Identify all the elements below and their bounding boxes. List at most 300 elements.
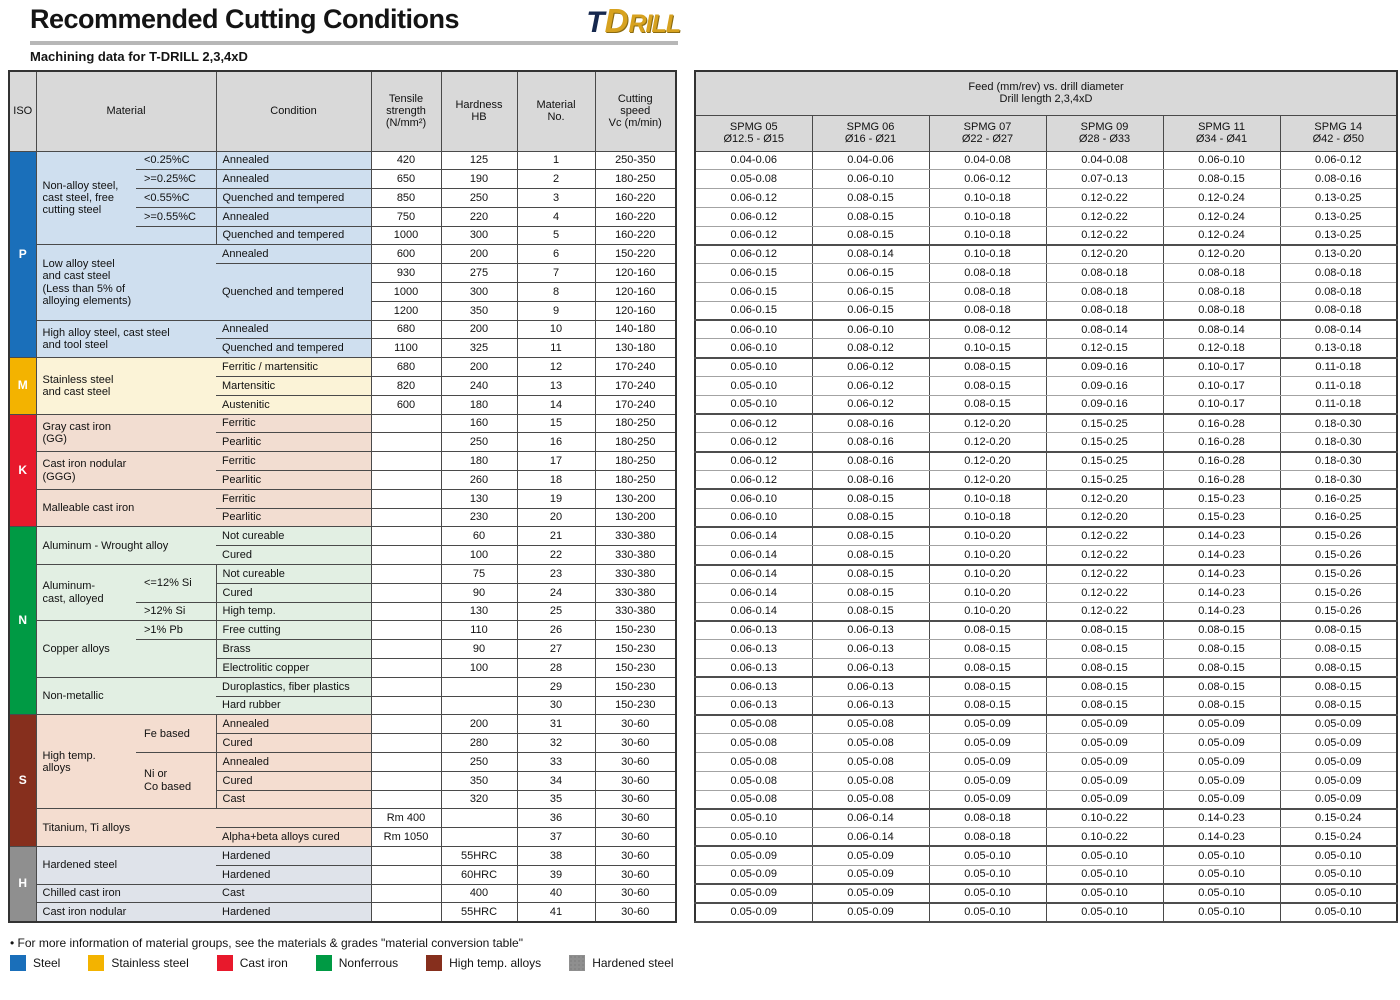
material-name-cell: Titanium, Ti alloys bbox=[36, 809, 216, 847]
feed-value-cell: 0.08-0.14 bbox=[1280, 320, 1397, 339]
feed-value-cell: 0.06-0.15 bbox=[695, 283, 812, 302]
material-no-cell: 6 bbox=[517, 245, 595, 264]
material-no-cell: 30 bbox=[517, 696, 595, 715]
title-divider bbox=[30, 41, 678, 45]
feed-value-cell: 0.06-0.13 bbox=[695, 659, 812, 678]
tensile-strength-cell bbox=[371, 527, 441, 546]
feed-value-cell: 0.15-0.26 bbox=[1280, 583, 1397, 602]
cutting-speed-cell: 30-60 bbox=[595, 753, 676, 772]
feed-value-cell: 0.04-0.06 bbox=[695, 151, 812, 170]
condition-cell: Annealed bbox=[216, 715, 371, 734]
feed-table bbox=[694, 70, 1398, 923]
feed-value-cell: 0.06-0.12 bbox=[695, 226, 812, 245]
cutting-speed-cell: 130-200 bbox=[595, 508, 676, 527]
cutting-speed-cell: 180-250 bbox=[595, 433, 676, 452]
feed-value-cell: 0.06-0.13 bbox=[812, 677, 929, 696]
condition-cell: Quenched and tempered bbox=[216, 264, 371, 320]
feed-value-cell: 0.14-0.23 bbox=[1163, 527, 1280, 546]
page-title: Recommended Cutting Conditions bbox=[30, 4, 459, 34]
feed-value-cell: 0.18-0.30 bbox=[1280, 414, 1397, 433]
feed-value-cell: 0.12-0.22 bbox=[1046, 207, 1163, 226]
feed-value-cell: 0.08-0.18 bbox=[929, 828, 1046, 847]
legend-item bbox=[10, 955, 60, 971]
feed-value-cell: 0.05-0.09 bbox=[929, 771, 1046, 790]
condition-cell: Alpha+beta alloys cured bbox=[216, 828, 371, 847]
feed-value-cell: 0.08-0.15 bbox=[929, 621, 1046, 640]
feed-value-cell: 0.08-0.18 bbox=[1163, 283, 1280, 302]
iso-section-label: S bbox=[9, 715, 36, 847]
condition-cell: Hardened bbox=[216, 865, 371, 884]
cutting-speed-cell: 160-220 bbox=[595, 189, 676, 208]
feed-value-cell: 0.08-0.15 bbox=[1046, 621, 1163, 640]
feed-value-cell: 0.08-0.15 bbox=[1280, 677, 1397, 696]
hardness-cell: 350 bbox=[441, 771, 517, 790]
feed-value-cell: 0.05-0.09 bbox=[1046, 734, 1163, 753]
feed-value-cell: 0.05-0.10 bbox=[695, 377, 812, 396]
hardness-cell: 400 bbox=[441, 884, 517, 903]
feed-row bbox=[695, 715, 1397, 734]
feed-value-cell: 0.08-0.15 bbox=[812, 583, 929, 602]
material-row bbox=[9, 846, 676, 865]
footnote: • For more information of material groups, see the materials & grades "material conversion table" bbox=[10, 936, 523, 950]
feed-row bbox=[695, 583, 1397, 602]
hardness-cell: 200 bbox=[441, 320, 517, 339]
cutting-speed-cell: 150-230 bbox=[595, 659, 676, 678]
machining-data-table-wrap bbox=[8, 70, 677, 923]
feed-value-cell: 0.06-0.13 bbox=[812, 659, 929, 678]
material-name-cell: Gray cast iron (GG) bbox=[36, 414, 216, 452]
feed-row bbox=[695, 395, 1397, 414]
legend-item bbox=[88, 955, 188, 971]
condition-cell: High temp. bbox=[216, 602, 371, 621]
left-col-header: Condition bbox=[216, 71, 371, 151]
cutting-speed-cell: 330-380 bbox=[595, 546, 676, 565]
feed-value-cell: 0.05-0.09 bbox=[1163, 734, 1280, 753]
hardness-cell: 280 bbox=[441, 734, 517, 753]
hardness-cell: 55HRC bbox=[441, 903, 517, 922]
feed-value-cell: 0.06-0.15 bbox=[812, 283, 929, 302]
feed-row bbox=[695, 809, 1397, 828]
material-no-cell: 35 bbox=[517, 790, 595, 809]
condition-cell bbox=[216, 809, 371, 828]
material-row bbox=[9, 527, 676, 546]
material-name-cell: Non-alloy steel, cast steel, free cutting steel bbox=[36, 151, 136, 245]
condition-cell: Pearlitic bbox=[216, 471, 371, 490]
feed-row bbox=[695, 828, 1397, 847]
condition-cell: Not cureable bbox=[216, 527, 371, 546]
cutting-speed-cell: 140-180 bbox=[595, 320, 676, 339]
feed-value-cell: 0.12-0.22 bbox=[1046, 189, 1163, 208]
feed-value-cell: 0.10-0.18 bbox=[929, 489, 1046, 508]
material-row bbox=[9, 884, 676, 903]
left-table-head bbox=[9, 71, 676, 151]
material-name-cell: Malleable cast iron bbox=[36, 489, 216, 527]
feed-value-cell: 0.08-0.16 bbox=[812, 433, 929, 452]
tensile-strength-cell bbox=[371, 602, 441, 621]
tensile-strength-cell: 680 bbox=[371, 358, 441, 377]
feed-row bbox=[695, 659, 1397, 678]
feed-row bbox=[695, 151, 1397, 170]
material-no-cell: 31 bbox=[517, 715, 595, 734]
tensile-strength-cell bbox=[371, 734, 441, 753]
condition-cell: Austenitic bbox=[216, 395, 371, 414]
condition-cell: Hardened bbox=[216, 903, 371, 922]
feed-value-cell: 0.08-0.14 bbox=[1163, 320, 1280, 339]
cutting-speed-cell: 160-220 bbox=[595, 207, 676, 226]
feed-row bbox=[695, 546, 1397, 565]
feed-value-cell: 0.08-0.15 bbox=[1046, 677, 1163, 696]
left-table-body bbox=[9, 151, 676, 922]
tensile-strength-cell bbox=[371, 583, 441, 602]
feed-value-cell: 0.12-0.22 bbox=[1046, 527, 1163, 546]
feed-value-cell: 0.05-0.10 bbox=[1163, 865, 1280, 884]
feed-value-cell: 0.10-0.22 bbox=[1046, 809, 1163, 828]
material-no-cell: 19 bbox=[517, 489, 595, 508]
material-name-cell: Cast iron nodular bbox=[36, 903, 216, 922]
material-no-cell: 12 bbox=[517, 358, 595, 377]
tensile-strength-cell bbox=[371, 508, 441, 527]
feed-value-cell: 0.12-0.20 bbox=[1046, 489, 1163, 508]
left-col-header: Material bbox=[36, 71, 216, 151]
iso-section-label: K bbox=[9, 414, 36, 527]
feed-value-cell: 0.14-0.23 bbox=[1163, 583, 1280, 602]
material-no-cell: 22 bbox=[517, 546, 595, 565]
feed-value-cell: 0.18-0.30 bbox=[1280, 452, 1397, 471]
material-no-cell: 37 bbox=[517, 828, 595, 847]
legend-label: High temp. alloys bbox=[449, 956, 542, 970]
feed-value-cell: 0.06-0.14 bbox=[812, 809, 929, 828]
feed-value-cell: 0.05-0.09 bbox=[1280, 753, 1397, 772]
feed-value-cell: 0.13-0.25 bbox=[1280, 226, 1397, 245]
feed-row bbox=[695, 452, 1397, 471]
feed-value-cell: 0.12-0.20 bbox=[929, 471, 1046, 490]
feed-value-cell: 0.06-0.15 bbox=[812, 264, 929, 283]
material-subtype-cell: <=12% Si bbox=[136, 565, 216, 603]
cutting-speed-cell: 130-200 bbox=[595, 489, 676, 508]
material-row bbox=[9, 809, 676, 828]
condition-cell: Quenched and tempered bbox=[216, 226, 371, 245]
feed-col-header: SPMG 07 Ø22 - Ø27 bbox=[929, 115, 1046, 151]
condition-cell: Annealed bbox=[216, 170, 371, 189]
feed-value-cell: 0.13-0.25 bbox=[1280, 189, 1397, 208]
feed-value-cell: 0.08-0.18 bbox=[929, 809, 1046, 828]
feed-value-cell: 0.05-0.09 bbox=[812, 903, 929, 922]
feed-value-cell: 0.05-0.10 bbox=[929, 865, 1046, 884]
material-no-cell: 8 bbox=[517, 283, 595, 302]
material-row bbox=[9, 903, 676, 922]
feed-value-cell: 0.05-0.09 bbox=[812, 865, 929, 884]
feed-value-cell: 0.05-0.10 bbox=[929, 884, 1046, 903]
feed-value-cell: 0.10-0.17 bbox=[1163, 358, 1280, 377]
feed-value-cell: 0.06-0.14 bbox=[695, 527, 812, 546]
hardness-cell: 60HRC bbox=[441, 865, 517, 884]
hardness-cell: 55HRC bbox=[441, 846, 517, 865]
feed-value-cell: 0.06-0.14 bbox=[812, 828, 929, 847]
hardness-cell: 130 bbox=[441, 602, 517, 621]
feed-value-cell: 0.04-0.08 bbox=[929, 151, 1046, 170]
feed-value-cell: 0.08-0.15 bbox=[812, 489, 929, 508]
legend-swatch bbox=[88, 955, 104, 971]
tensile-strength-cell bbox=[371, 489, 441, 508]
cutting-speed-cell: 250-350 bbox=[595, 151, 676, 170]
material-subtype-cell: >=0.55%C bbox=[136, 207, 216, 226]
feed-col-header: SPMG 09 Ø28 - Ø33 bbox=[1046, 115, 1163, 151]
feed-row bbox=[695, 414, 1397, 433]
left-header-row bbox=[9, 71, 676, 151]
feed-value-cell: 0.10-0.15 bbox=[929, 339, 1046, 358]
hardness-cell: 180 bbox=[441, 395, 517, 414]
feed-value-cell: 0.05-0.09 bbox=[1163, 715, 1280, 734]
cutting-speed-cell: 330-380 bbox=[595, 602, 676, 621]
feed-value-cell: 0.05-0.10 bbox=[1280, 865, 1397, 884]
material-no-cell: 36 bbox=[517, 809, 595, 828]
feed-value-cell: 0.06-0.10 bbox=[812, 320, 929, 339]
feed-value-cell: 0.14-0.23 bbox=[1163, 565, 1280, 584]
hardness-cell: 300 bbox=[441, 283, 517, 302]
material-no-cell: 4 bbox=[517, 207, 595, 226]
material-no-cell: 25 bbox=[517, 602, 595, 621]
cutting-speed-cell: 30-60 bbox=[595, 771, 676, 790]
feed-col-header: SPMG 06 Ø16 - Ø21 bbox=[812, 115, 929, 151]
left-col-header: ISO bbox=[9, 71, 36, 151]
material-subtype-cell: Fe based bbox=[136, 715, 216, 753]
tensile-strength-cell: Rm 400 bbox=[371, 809, 441, 828]
tensile-strength-cell bbox=[371, 659, 441, 678]
logo-letter-t: T bbox=[586, 6, 605, 39]
feed-row bbox=[695, 226, 1397, 245]
feed-value-cell: 0.08-0.14 bbox=[812, 245, 929, 264]
material-no-cell: 11 bbox=[517, 339, 595, 358]
page-subtitle: Machining data for T-DRILL 2,3,4xD bbox=[30, 49, 248, 64]
feed-value-cell: 0.08-0.15 bbox=[812, 207, 929, 226]
condition-cell: Quenched and tempered bbox=[216, 189, 371, 208]
material-no-cell: 32 bbox=[517, 734, 595, 753]
feed-value-cell: 0.08-0.15 bbox=[929, 659, 1046, 678]
tensile-strength-cell bbox=[371, 790, 441, 809]
material-row bbox=[9, 151, 676, 170]
material-name-cell: Aluminum- cast, alloyed bbox=[36, 565, 136, 621]
cutting-speed-cell: 150-230 bbox=[595, 677, 676, 696]
material-no-cell: 29 bbox=[517, 677, 595, 696]
material-name-cell: Chilled cast iron bbox=[36, 884, 216, 903]
material-row bbox=[9, 489, 676, 508]
feed-value-cell: 0.05-0.09 bbox=[695, 846, 812, 865]
feed-value-cell: 0.08-0.15 bbox=[929, 358, 1046, 377]
feed-value-cell: 0.06-0.10 bbox=[1163, 151, 1280, 170]
feed-value-cell: 0.07-0.13 bbox=[1046, 170, 1163, 189]
feed-value-cell: 0.05-0.08 bbox=[695, 715, 812, 734]
feed-value-cell: 0.08-0.15 bbox=[812, 189, 929, 208]
condition-cell: Ferritic bbox=[216, 489, 371, 508]
feed-row bbox=[695, 527, 1397, 546]
cutting-speed-cell: 30-60 bbox=[595, 846, 676, 865]
condition-cell: Duroplastics, fiber plastics bbox=[216, 677, 371, 696]
feed-value-cell: 0.06-0.13 bbox=[812, 696, 929, 715]
feed-value-cell: 0.04-0.06 bbox=[812, 151, 929, 170]
feed-value-cell: 0.08-0.16 bbox=[1280, 170, 1397, 189]
feed-table-body bbox=[695, 151, 1397, 922]
logo-letters-rill: RILL bbox=[628, 10, 680, 38]
left-col-header: Material No. bbox=[517, 71, 595, 151]
feed-value-cell: 0.08-0.16 bbox=[812, 452, 929, 471]
cutting-speed-cell: 30-60 bbox=[595, 903, 676, 922]
tensile-strength-cell bbox=[371, 865, 441, 884]
feed-value-cell: 0.06-0.12 bbox=[695, 471, 812, 490]
feed-value-cell: 0.08-0.18 bbox=[1163, 301, 1280, 320]
feed-value-cell: 0.06-0.13 bbox=[695, 677, 812, 696]
material-no-cell: 15 bbox=[517, 414, 595, 433]
feed-value-cell: 0.08-0.12 bbox=[812, 339, 929, 358]
feed-value-cell: 0.05-0.10 bbox=[1046, 884, 1163, 903]
hardness-cell: 300 bbox=[441, 226, 517, 245]
feed-value-cell: 0.05-0.09 bbox=[929, 790, 1046, 809]
tensile-strength-cell: 600 bbox=[371, 395, 441, 414]
hardness-cell: 60 bbox=[441, 527, 517, 546]
material-no-cell: 34 bbox=[517, 771, 595, 790]
cutting-speed-cell: 30-60 bbox=[595, 865, 676, 884]
material-no-cell: 27 bbox=[517, 640, 595, 659]
feed-value-cell: 0.12-0.22 bbox=[1046, 226, 1163, 245]
condition-cell: Cured bbox=[216, 546, 371, 565]
legend-swatch bbox=[426, 955, 442, 971]
tensile-strength-cell bbox=[371, 414, 441, 433]
condition-cell: Free cutting bbox=[216, 621, 371, 640]
legend-swatch bbox=[10, 955, 26, 971]
tensile-strength-cell bbox=[371, 546, 441, 565]
material-no-cell: 5 bbox=[517, 226, 595, 245]
feed-value-cell: 0.15-0.26 bbox=[1280, 527, 1397, 546]
feed-row bbox=[695, 189, 1397, 208]
legend-label: Nonferrous bbox=[338, 956, 399, 970]
condition-cell: Brass bbox=[216, 640, 371, 659]
feed-value-cell: 0.10-0.20 bbox=[929, 602, 1046, 621]
feed-value-cell: 0.08-0.15 bbox=[1163, 621, 1280, 640]
feed-value-cell: 0.05-0.09 bbox=[929, 753, 1046, 772]
feed-value-cell: 0.18-0.30 bbox=[1280, 471, 1397, 490]
legend-swatch bbox=[316, 955, 332, 971]
feed-value-cell: 0.15-0.25 bbox=[1046, 471, 1163, 490]
condition-cell: Pearlitic bbox=[216, 433, 371, 452]
hardness-cell: 350 bbox=[441, 301, 517, 320]
cutting-speed-cell: 330-380 bbox=[595, 583, 676, 602]
tensile-strength-cell bbox=[371, 846, 441, 865]
hardness-cell: 250 bbox=[441, 753, 517, 772]
material-no-cell: 38 bbox=[517, 846, 595, 865]
feed-value-cell: 0.06-0.13 bbox=[695, 696, 812, 715]
feed-value-cell: 0.12-0.20 bbox=[929, 433, 1046, 452]
feed-value-cell: 0.08-0.18 bbox=[929, 283, 1046, 302]
tensile-strength-cell: 680 bbox=[371, 320, 441, 339]
cutting-speed-cell: 180-250 bbox=[595, 471, 676, 490]
feed-value-cell: 0.06-0.15 bbox=[695, 264, 812, 283]
condition-cell: Martensitic bbox=[216, 377, 371, 396]
feed-value-cell: 0.05-0.09 bbox=[1280, 734, 1397, 753]
feed-value-cell: 0.08-0.15 bbox=[929, 395, 1046, 414]
feed-value-cell: 0.05-0.10 bbox=[1046, 846, 1163, 865]
material-no-cell: 33 bbox=[517, 753, 595, 772]
cutting-speed-cell: 150-230 bbox=[595, 696, 676, 715]
feed-row bbox=[695, 677, 1397, 696]
hardness-cell bbox=[441, 828, 517, 847]
feed-value-cell: 0.05-0.08 bbox=[695, 771, 812, 790]
hardness-cell: 250 bbox=[441, 433, 517, 452]
feed-table-wrap bbox=[694, 70, 1398, 923]
condition-cell: Annealed bbox=[216, 753, 371, 772]
feed-value-cell: 0.08-0.15 bbox=[1163, 659, 1280, 678]
feed-value-cell: 0.08-0.15 bbox=[1280, 696, 1397, 715]
tensile-strength-cell: 1100 bbox=[371, 339, 441, 358]
feed-value-cell: 0.12-0.24 bbox=[1163, 189, 1280, 208]
feed-value-cell: 0.06-0.10 bbox=[812, 170, 929, 189]
hardness-cell: 220 bbox=[441, 207, 517, 226]
cutting-speed-cell: 170-240 bbox=[595, 395, 676, 414]
feed-row bbox=[695, 508, 1397, 527]
feed-value-cell: 0.15-0.24 bbox=[1280, 809, 1397, 828]
feed-row bbox=[695, 865, 1397, 884]
condition-cell: Quenched and tempered bbox=[216, 339, 371, 358]
material-no-cell: 21 bbox=[517, 527, 595, 546]
feed-value-cell: 0.05-0.08 bbox=[695, 790, 812, 809]
legend-swatch bbox=[569, 955, 585, 971]
feed-value-cell: 0.06-0.12 bbox=[929, 170, 1046, 189]
cutting-speed-cell: 170-240 bbox=[595, 377, 676, 396]
feed-value-cell: 0.10-0.18 bbox=[929, 508, 1046, 527]
hardness-cell: 240 bbox=[441, 377, 517, 396]
feed-row bbox=[695, 621, 1397, 640]
condition-cell: Ferritic bbox=[216, 452, 371, 471]
hardness-cell: 100 bbox=[441, 546, 517, 565]
condition-cell: Electrolitic copper bbox=[216, 659, 371, 678]
material-row bbox=[9, 358, 676, 377]
hardness-cell: 75 bbox=[441, 565, 517, 584]
feed-value-cell: 0.08-0.16 bbox=[812, 414, 929, 433]
feed-value-cell: 0.15-0.26 bbox=[1280, 546, 1397, 565]
feed-value-cell: 0.12-0.22 bbox=[1046, 565, 1163, 584]
tensile-strength-cell: 1000 bbox=[371, 283, 441, 302]
feed-value-cell: 0.08-0.18 bbox=[1280, 301, 1397, 320]
hardness-cell: 200 bbox=[441, 715, 517, 734]
feed-value-cell: 0.12-0.20 bbox=[1046, 245, 1163, 264]
feed-value-cell: 0.05-0.10 bbox=[1163, 884, 1280, 903]
feed-value-cell: 0.08-0.15 bbox=[929, 640, 1046, 659]
feed-value-cell: 0.08-0.15 bbox=[1046, 659, 1163, 678]
feed-value-cell: 0.15-0.23 bbox=[1163, 508, 1280, 527]
legend-item bbox=[426, 955, 541, 971]
feed-value-cell: 0.16-0.28 bbox=[1163, 452, 1280, 471]
feed-value-cell: 0.08-0.15 bbox=[1046, 696, 1163, 715]
feed-value-cell: 0.08-0.15 bbox=[812, 546, 929, 565]
tensile-strength-cell bbox=[371, 452, 441, 471]
feed-value-cell: 0.08-0.15 bbox=[1163, 677, 1280, 696]
legend-label: Stainless steel bbox=[111, 956, 189, 970]
feed-value-cell: 0.12-0.24 bbox=[1163, 226, 1280, 245]
material-no-cell: 40 bbox=[517, 884, 595, 903]
tensile-strength-cell: 930 bbox=[371, 264, 441, 283]
feed-value-cell: 0.05-0.09 bbox=[1280, 715, 1397, 734]
feed-value-cell: 0.06-0.12 bbox=[1280, 151, 1397, 170]
feed-row bbox=[695, 245, 1397, 264]
material-no-cell: 2 bbox=[517, 170, 595, 189]
feed-value-cell: 0.08-0.15 bbox=[1163, 170, 1280, 189]
feed-row bbox=[695, 489, 1397, 508]
feed-row bbox=[695, 640, 1397, 659]
legend-label: Cast iron bbox=[239, 956, 288, 970]
hardness-cell: 125 bbox=[441, 151, 517, 170]
legend-item bbox=[217, 955, 288, 971]
tensile-strength-cell bbox=[371, 771, 441, 790]
tensile-strength-cell: Rm 1050 bbox=[371, 828, 441, 847]
feed-value-cell: 0.05-0.09 bbox=[1280, 790, 1397, 809]
